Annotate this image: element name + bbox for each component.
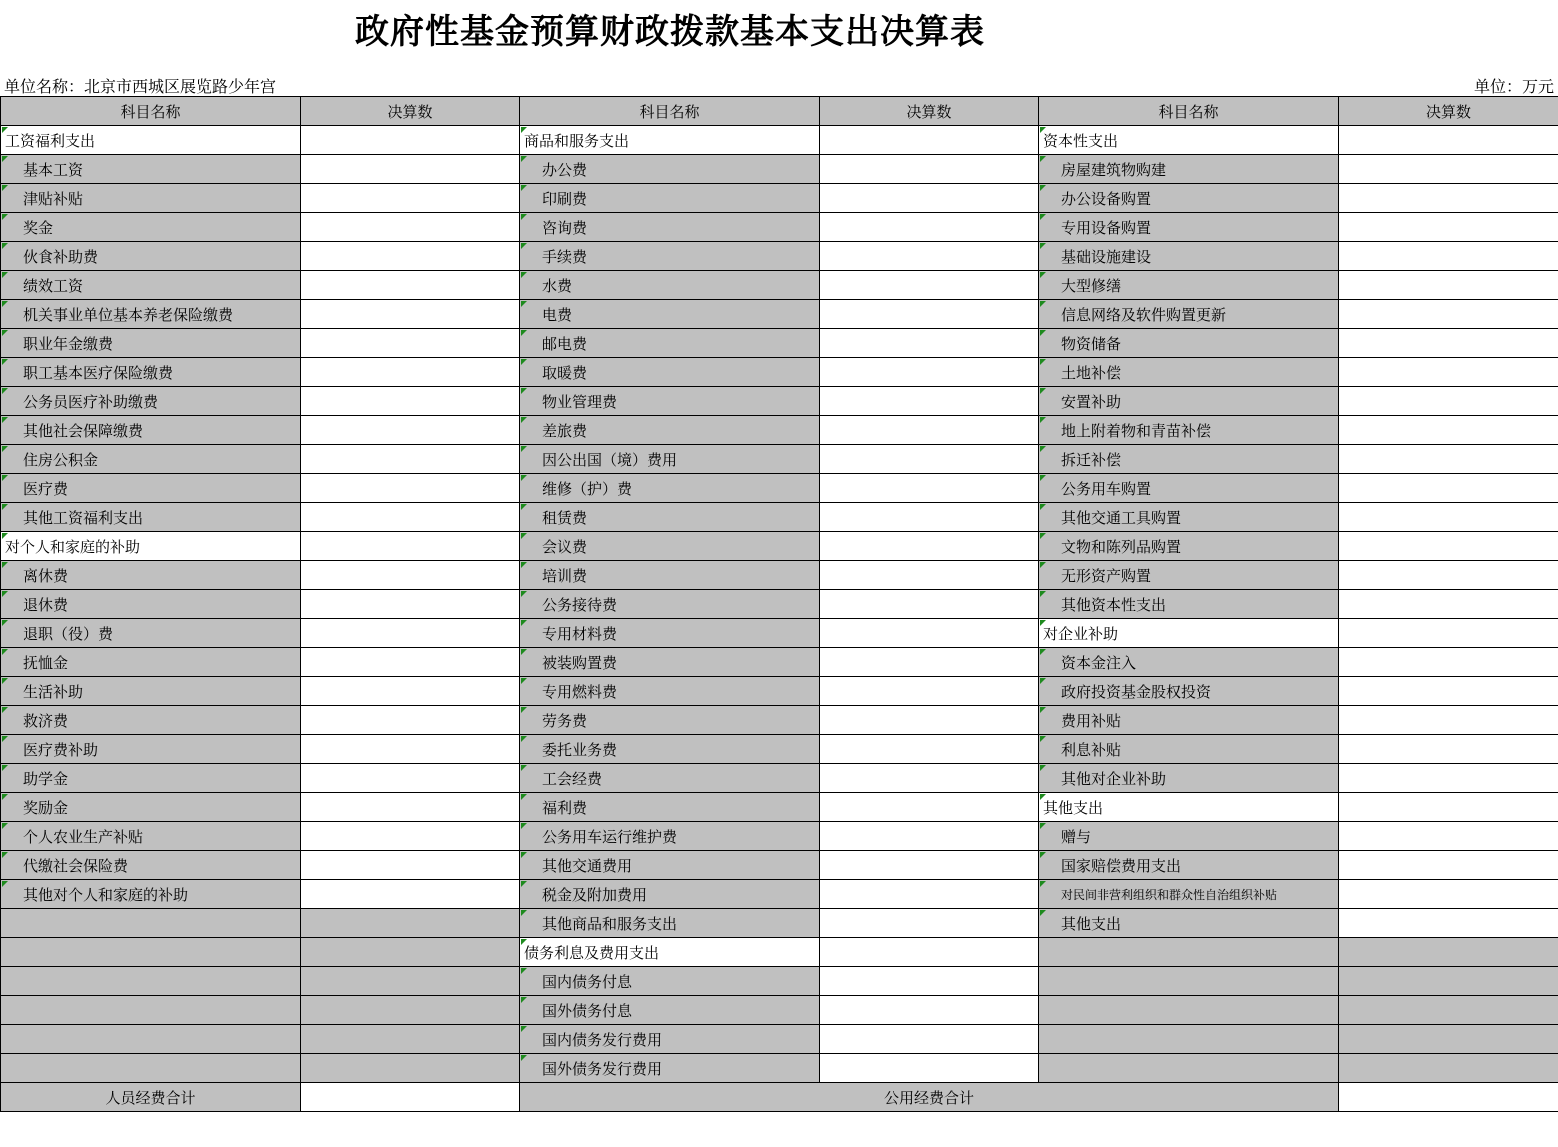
amount-cell[interactable] xyxy=(301,126,520,155)
header-amount-1: 决算数 xyxy=(301,97,520,126)
amount-cell[interactable] xyxy=(1339,503,1558,532)
table-row xyxy=(1,793,1558,822)
amount-cell[interactable] xyxy=(1339,300,1558,329)
subject-name: 劳务费 xyxy=(520,706,820,735)
amount-cell[interactable] xyxy=(820,329,1039,358)
amount-cell[interactable] xyxy=(301,561,520,590)
subject-name: 取暖费 xyxy=(520,358,820,387)
subject-name: 公务用车运行维护费 xyxy=(520,822,820,851)
subject-name: 水费 xyxy=(520,271,820,300)
amount-cell[interactable] xyxy=(301,677,520,706)
amount-cell[interactable] xyxy=(820,358,1039,387)
table-row xyxy=(1,822,1558,851)
amount-cell[interactable] xyxy=(301,967,520,996)
amount-cell[interactable] xyxy=(301,706,520,735)
subject-name: 电费 xyxy=(520,300,820,329)
subject-name: 津贴补贴 xyxy=(1,184,301,213)
subject-name: 维修（护）费 xyxy=(520,474,820,503)
page-title: 政府性基金预算财政拨款基本支出决算表 xyxy=(355,12,985,52)
amount-cell[interactable] xyxy=(1339,764,1558,793)
amount-cell[interactable] xyxy=(301,590,520,619)
subject-name xyxy=(1,1025,301,1054)
amount-cell[interactable] xyxy=(301,822,520,851)
subject-name: 培训费 xyxy=(520,561,820,590)
amount-cell[interactable] xyxy=(301,329,520,358)
amount-cell[interactable] xyxy=(820,648,1039,677)
table-row xyxy=(1,938,1558,967)
subject-name: 被装购置费 xyxy=(520,648,820,677)
amount-cell[interactable] xyxy=(301,735,520,764)
subject-name: 国内债务发行费用 xyxy=(520,1025,820,1054)
amount-cell[interactable] xyxy=(1339,213,1558,242)
subject-name: 医疗费补助 xyxy=(1,735,301,764)
table-row xyxy=(1,590,1558,619)
amount-cell[interactable] xyxy=(1339,590,1558,619)
subject-name: 其他工资福利支出 xyxy=(1,503,301,532)
amount-cell[interactable] xyxy=(820,793,1039,822)
subject-name: 其他对企业补助 xyxy=(1039,764,1339,793)
subject-name: 信息网络及软件购置更新 xyxy=(1039,300,1339,329)
subject-name: 其他对个人和家庭的补助 xyxy=(1,880,301,909)
amount-cell[interactable] xyxy=(1339,126,1558,155)
amount-cell[interactable] xyxy=(1339,822,1558,851)
amount-cell[interactable] xyxy=(1339,648,1558,677)
personnel-total-label: 人员经费合计 xyxy=(1,1083,301,1112)
subject-name: 离休费 xyxy=(1,561,301,590)
amount-cell[interactable] xyxy=(820,590,1039,619)
amount-cell[interactable] xyxy=(1339,474,1558,503)
subject-name: 职工基本医疗保险缴费 xyxy=(1,358,301,387)
amount-cell[interactable] xyxy=(820,967,1039,996)
table-row xyxy=(1,706,1558,735)
subject-name: 赠与 xyxy=(1039,822,1339,851)
amount-cell[interactable] xyxy=(820,909,1039,938)
subject-name: 救济费 xyxy=(1,706,301,735)
subject-name: 基本工资 xyxy=(1,155,301,184)
subject-name: 住房公积金 xyxy=(1,445,301,474)
subject-name: 其他社会保障缴费 xyxy=(1,416,301,445)
amount-cell[interactable] xyxy=(301,1025,520,1054)
subject-name: 安置补助 xyxy=(1039,387,1339,416)
subject-name: 咨询费 xyxy=(520,213,820,242)
subject-name: 代缴社会保险费 xyxy=(1,851,301,880)
table-row xyxy=(1,242,1558,271)
subject-name: 奖金 xyxy=(1,213,301,242)
subject-name: 印刷费 xyxy=(520,184,820,213)
expenditure-table xyxy=(0,96,1558,1112)
subject-name: 对个人和家庭的补助 xyxy=(1,532,301,561)
table-row xyxy=(1,967,1558,996)
amount-cell[interactable] xyxy=(820,851,1039,880)
subject-name: 委托业务费 xyxy=(520,735,820,764)
unit-name: 单位名称：北京市西城区展览路少年宫 xyxy=(4,77,277,96)
amount-cell[interactable] xyxy=(301,271,520,300)
amount-cell[interactable] xyxy=(820,677,1039,706)
amount-cell[interactable] xyxy=(301,387,520,416)
header-subject-1: 科目名称 xyxy=(1,97,301,126)
amount-cell[interactable] xyxy=(301,358,520,387)
amount-cell[interactable] xyxy=(301,764,520,793)
amount-cell[interactable] xyxy=(820,619,1039,648)
public-total-value[interactable] xyxy=(1339,1083,1558,1112)
amount-cell[interactable] xyxy=(820,271,1039,300)
subject-name: 国家赔偿费用支出 xyxy=(1039,851,1339,880)
table-row xyxy=(1,474,1558,503)
personnel-total-value[interactable] xyxy=(301,1083,520,1112)
subject-name: 其他商品和服务支出 xyxy=(520,909,820,938)
subject-name: 奖励金 xyxy=(1,793,301,822)
amount-cell[interactable] xyxy=(301,213,520,242)
subject-name: 费用补贴 xyxy=(1039,706,1339,735)
subject-name: 福利费 xyxy=(520,793,820,822)
subject-name: 邮电费 xyxy=(520,329,820,358)
subject-name xyxy=(1,938,301,967)
header-subject-3: 科目名称 xyxy=(1039,97,1339,126)
subject-name: 生活补助 xyxy=(1,677,301,706)
table-row xyxy=(1,184,1558,213)
amount-cell[interactable] xyxy=(820,735,1039,764)
amount-cell[interactable] xyxy=(820,416,1039,445)
subject-name: 资本性支出 xyxy=(1039,126,1339,155)
subject-name: 租赁费 xyxy=(520,503,820,532)
amount-cell[interactable] xyxy=(820,155,1039,184)
subject-name: 机关事业单位基本养老保险缴费 xyxy=(1,300,301,329)
amount-cell[interactable] xyxy=(1339,909,1558,938)
subject-name: 助学金 xyxy=(1,764,301,793)
subject-name: 工资福利支出 xyxy=(1,126,301,155)
amount-cell[interactable] xyxy=(1339,996,1558,1025)
amount-cell[interactable] xyxy=(1339,938,1558,967)
amount-cell[interactable] xyxy=(301,793,520,822)
subject-name: 税金及附加费用 xyxy=(520,880,820,909)
subject-name: 文物和陈列品购置 xyxy=(1039,532,1339,561)
amount-cell[interactable] xyxy=(301,909,520,938)
subject-name: 专用材料费 xyxy=(520,619,820,648)
amount-cell[interactable] xyxy=(301,938,520,967)
amount-cell[interactable] xyxy=(1339,851,1558,880)
subject-name: 手续费 xyxy=(520,242,820,271)
subject-name xyxy=(1,996,301,1025)
amount-cell[interactable] xyxy=(301,648,520,677)
amount-cell[interactable] xyxy=(1339,967,1558,996)
amount-cell[interactable] xyxy=(1339,532,1558,561)
public-total-label: 公用经费合计 xyxy=(520,1083,1339,1112)
amount-cell[interactable] xyxy=(1339,619,1558,648)
table-row xyxy=(1,996,1558,1025)
subject-name xyxy=(1039,1025,1339,1054)
amount-cell[interactable] xyxy=(301,416,520,445)
amount-cell[interactable] xyxy=(1339,358,1558,387)
table-row xyxy=(1,851,1558,880)
subject-name: 伙食补助费 xyxy=(1,242,301,271)
amount-cell[interactable] xyxy=(820,184,1039,213)
table-row xyxy=(1,300,1558,329)
amount-cell[interactable] xyxy=(820,706,1039,735)
amount-cell[interactable] xyxy=(820,880,1039,909)
subject-name: 医疗费 xyxy=(1,474,301,503)
amount-cell[interactable] xyxy=(1339,387,1558,416)
amount-cell[interactable] xyxy=(301,155,520,184)
subject-name: 其他交通费用 xyxy=(520,851,820,880)
subject-name: 基础设施建设 xyxy=(1039,242,1339,271)
amount-cell[interactable] xyxy=(301,996,520,1025)
amount-cell[interactable] xyxy=(820,474,1039,503)
table-row xyxy=(1,1025,1558,1054)
amount-cell[interactable] xyxy=(820,996,1039,1025)
subject-name xyxy=(1039,1054,1339,1083)
amount-cell[interactable] xyxy=(1339,184,1558,213)
table-row xyxy=(1,271,1558,300)
subject-name: 房屋建筑物购建 xyxy=(1039,155,1339,184)
amount-cell[interactable] xyxy=(820,213,1039,242)
table-row xyxy=(1,126,1558,155)
subject-name: 物业管理费 xyxy=(520,387,820,416)
amount-cell[interactable] xyxy=(301,300,520,329)
amount-cell[interactable] xyxy=(1339,880,1558,909)
table-row xyxy=(1,387,1558,416)
amount-cell[interactable] xyxy=(820,503,1039,532)
table-row xyxy=(1,503,1558,532)
table-row xyxy=(1,648,1558,677)
amount-cell[interactable] xyxy=(301,619,520,648)
subject-name: 其他支出 xyxy=(1039,909,1339,938)
table-row xyxy=(1,1054,1558,1083)
subject-name: 政府投资基金股权投资 xyxy=(1039,677,1339,706)
table-row xyxy=(1,532,1558,561)
amount-cell[interactable] xyxy=(1339,677,1558,706)
subject-name xyxy=(1039,938,1339,967)
subject-name: 办公费 xyxy=(520,155,820,184)
header-subject-2: 科目名称 xyxy=(520,97,820,126)
amount-cell[interactable] xyxy=(301,532,520,561)
amount-cell[interactable] xyxy=(820,387,1039,416)
subject-name xyxy=(1,909,301,938)
amount-cell[interactable] xyxy=(1339,242,1558,271)
amount-cell[interactable] xyxy=(1339,793,1558,822)
subject-name: 无形资产购置 xyxy=(1039,561,1339,590)
subject-name: 国外债务付息 xyxy=(520,996,820,1025)
table-row xyxy=(1,213,1558,242)
subject-name: 专用燃料费 xyxy=(520,677,820,706)
table-row xyxy=(1,619,1558,648)
table-row xyxy=(1,416,1558,445)
amount-cell[interactable] xyxy=(301,1054,520,1083)
table-row xyxy=(1,155,1558,184)
subject-name: 其他资本性支出 xyxy=(1039,590,1339,619)
subject-name: 国外债务发行费用 xyxy=(520,1054,820,1083)
table-row xyxy=(1,764,1558,793)
table-row xyxy=(1,735,1558,764)
amount-cell[interactable] xyxy=(820,1025,1039,1054)
subject-name: 公务接待费 xyxy=(520,590,820,619)
header-row xyxy=(1,97,1558,126)
subject-name: 利息补贴 xyxy=(1039,735,1339,764)
subject-name: 其他支出 xyxy=(1039,793,1339,822)
subject-name: 抚恤金 xyxy=(1,648,301,677)
subject-name: 专用设备购置 xyxy=(1039,213,1339,242)
amount-cell[interactable] xyxy=(301,242,520,271)
table-row xyxy=(1,358,1558,387)
subject-name: 退休费 xyxy=(1,590,301,619)
subject-name: 商品和服务支出 xyxy=(520,126,820,155)
amount-cell[interactable] xyxy=(1339,706,1558,735)
subject-name: 个人农业生产补贴 xyxy=(1,822,301,851)
subject-name: 工会经费 xyxy=(520,764,820,793)
amount-cell[interactable] xyxy=(820,126,1039,155)
table-row xyxy=(1,561,1558,590)
amount-cell[interactable] xyxy=(820,822,1039,851)
table-row xyxy=(1,445,1558,474)
header-amount-3: 决算数 xyxy=(1339,97,1558,126)
subject-name: 绩效工资 xyxy=(1,271,301,300)
subject-name: 对民间非营利组织和群众性自治组织补贴 xyxy=(1039,880,1339,909)
subject-name: 对企业补助 xyxy=(1039,619,1339,648)
amount-cell[interactable] xyxy=(301,851,520,880)
table-row xyxy=(1,880,1558,909)
subject-name: 物资储备 xyxy=(1039,329,1339,358)
amount-cell[interactable] xyxy=(301,880,520,909)
amount-cell[interactable] xyxy=(1339,445,1558,474)
subject-name: 拆迁补偿 xyxy=(1039,445,1339,474)
amount-cell[interactable] xyxy=(1339,155,1558,184)
subject-name: 其他交通工具购置 xyxy=(1039,503,1339,532)
subject-name: 职业年金缴费 xyxy=(1,329,301,358)
amount-cell[interactable] xyxy=(1339,561,1558,590)
header-amount-2: 决算数 xyxy=(820,97,1039,126)
amount-cell[interactable] xyxy=(820,300,1039,329)
amount-cell[interactable] xyxy=(301,445,520,474)
amount-cell[interactable] xyxy=(820,938,1039,967)
amount-cell[interactable] xyxy=(820,561,1039,590)
amount-cell[interactable] xyxy=(1339,1025,1558,1054)
amount-cell[interactable] xyxy=(301,184,520,213)
subject-name: 土地补偿 xyxy=(1039,358,1339,387)
amount-cell[interactable] xyxy=(820,242,1039,271)
amount-cell[interactable] xyxy=(820,532,1039,561)
amount-cell[interactable] xyxy=(301,503,520,532)
subject-name xyxy=(1,1054,301,1083)
amount-cell[interactable] xyxy=(1339,416,1558,445)
subject-name xyxy=(1039,996,1339,1025)
amount-cell[interactable] xyxy=(1339,1054,1558,1083)
subject-name: 办公设备购置 xyxy=(1039,184,1339,213)
amount-cell[interactable] xyxy=(820,445,1039,474)
subject-name xyxy=(1039,967,1339,996)
subject-name: 公务用车购置 xyxy=(1039,474,1339,503)
subject-name: 大型修缮 xyxy=(1039,271,1339,300)
subject-name xyxy=(1,967,301,996)
amount-cell[interactable] xyxy=(301,474,520,503)
amount-cell[interactable] xyxy=(1339,329,1558,358)
subject-name: 退职（役）费 xyxy=(1,619,301,648)
amount-cell[interactable] xyxy=(820,764,1039,793)
subject-name: 公务员医疗补助缴费 xyxy=(1,387,301,416)
amount-cell[interactable] xyxy=(1339,735,1558,764)
subject-name: 债务利息及费用支出 xyxy=(520,938,820,967)
table-row xyxy=(1,909,1558,938)
subject-name: 因公出国（境）费用 xyxy=(520,445,820,474)
subject-name: 地上附着物和青苗补偿 xyxy=(1039,416,1339,445)
table-row xyxy=(1,677,1558,706)
subject-name: 会议费 xyxy=(520,532,820,561)
subject-name: 差旅费 xyxy=(520,416,820,445)
totals-row xyxy=(1,1083,1558,1112)
currency-unit: 单位：万元 xyxy=(1473,77,1554,96)
subject-name: 资本金注入 xyxy=(1039,648,1339,677)
amount-cell[interactable] xyxy=(1339,271,1558,300)
amount-cell[interactable] xyxy=(820,1054,1039,1083)
table-row xyxy=(1,329,1558,358)
subject-name: 国内债务付息 xyxy=(520,967,820,996)
